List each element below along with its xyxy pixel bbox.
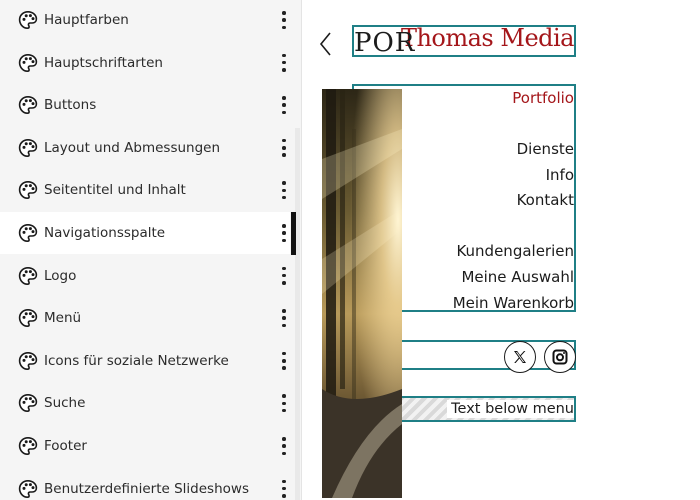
settings-item[interactable] [0,0,290,41]
settings-item-label: Benutzerdefinierte Slideshows [44,480,249,497]
settings-item-label: Seitentitel und Inhalt [44,182,186,199]
more-vertical-icon[interactable] [276,393,292,413]
more-vertical-icon[interactable] [276,138,292,158]
menu-link[interactable]: Portfolio [512,89,574,107]
palette-icon [18,180,38,200]
site-title: Thomas Media [400,25,574,52]
palette-icon [18,266,38,286]
scrollbar-thumb[interactable] [291,212,296,255]
settings-item[interactable] [0,382,290,424]
scrollbar-track[interactable] [295,128,300,500]
settings-item-label: Hauptschriftarten [44,54,163,71]
more-vertical-icon[interactable] [276,266,292,286]
palette-icon [18,95,38,115]
settings-item[interactable] [0,127,290,169]
x-twitter-icon[interactable] [504,341,536,373]
more-vertical-icon[interactable] [276,95,292,115]
more-vertical-icon[interactable] [276,479,292,499]
settings-item[interactable] [0,297,290,339]
palette-icon [18,10,38,30]
more-vertical-icon[interactable] [276,10,292,30]
settings-item[interactable] [0,340,290,382]
more-vertical-icon[interactable] [276,180,292,200]
palette-icon [18,223,38,243]
menu-link[interactable]: Mein Warenkorb [452,294,574,312]
menu-link[interactable]: Dienste [516,140,574,158]
settings-item-label: Buttons [44,97,97,114]
settings-item[interactable] [0,212,290,254]
settings-item[interactable] [0,42,290,84]
chevron-left-icon[interactable] [318,30,334,58]
forest-road-sunlight-image[interactable] [322,89,402,498]
menu-link[interactable]: Kundengalerien [456,242,574,260]
settings-item-label: Footer [44,438,87,454]
palette-icon [18,308,38,328]
palette-icon [18,351,38,371]
settings-panel [0,0,302,500]
settings-item-label: Logo [44,267,77,284]
more-vertical-icon[interactable] [276,308,292,328]
settings-item[interactable] [0,84,290,126]
more-vertical-icon[interactable] [276,53,292,73]
settings-item[interactable] [0,255,290,297]
settings-item-label: Suche [44,395,86,412]
more-vertical-icon[interactable] [276,223,292,243]
more-vertical-icon[interactable] [276,436,292,456]
palette-icon [18,393,38,413]
text-below-menu: Text below menu [447,400,574,418]
settings-item[interactable] [0,425,290,467]
palette-icon [18,436,38,456]
palette-icon [18,138,38,158]
menu-link[interactable]: Meine Auswahl [461,268,574,286]
settings-item-label: Icons für soziale Netzwerke [44,352,229,369]
settings-item-label: Layout und Abmessungen [44,139,221,156]
settings-item[interactable] [0,169,290,211]
palette-icon [18,479,38,499]
settings-item-label: Hauptfarben [44,12,129,28]
settings-item-label: Navigationsspalte [44,225,166,241]
palette-icon [18,53,38,73]
more-vertical-icon[interactable] [276,351,292,371]
menu-link[interactable]: Kontakt [516,191,574,209]
instagram-icon[interactable] [544,341,576,373]
settings-item[interactable] [0,468,290,500]
settings-item-label: Menü [44,310,82,327]
page-heading: POR [354,28,416,58]
menu-link[interactable]: Info [545,166,574,184]
